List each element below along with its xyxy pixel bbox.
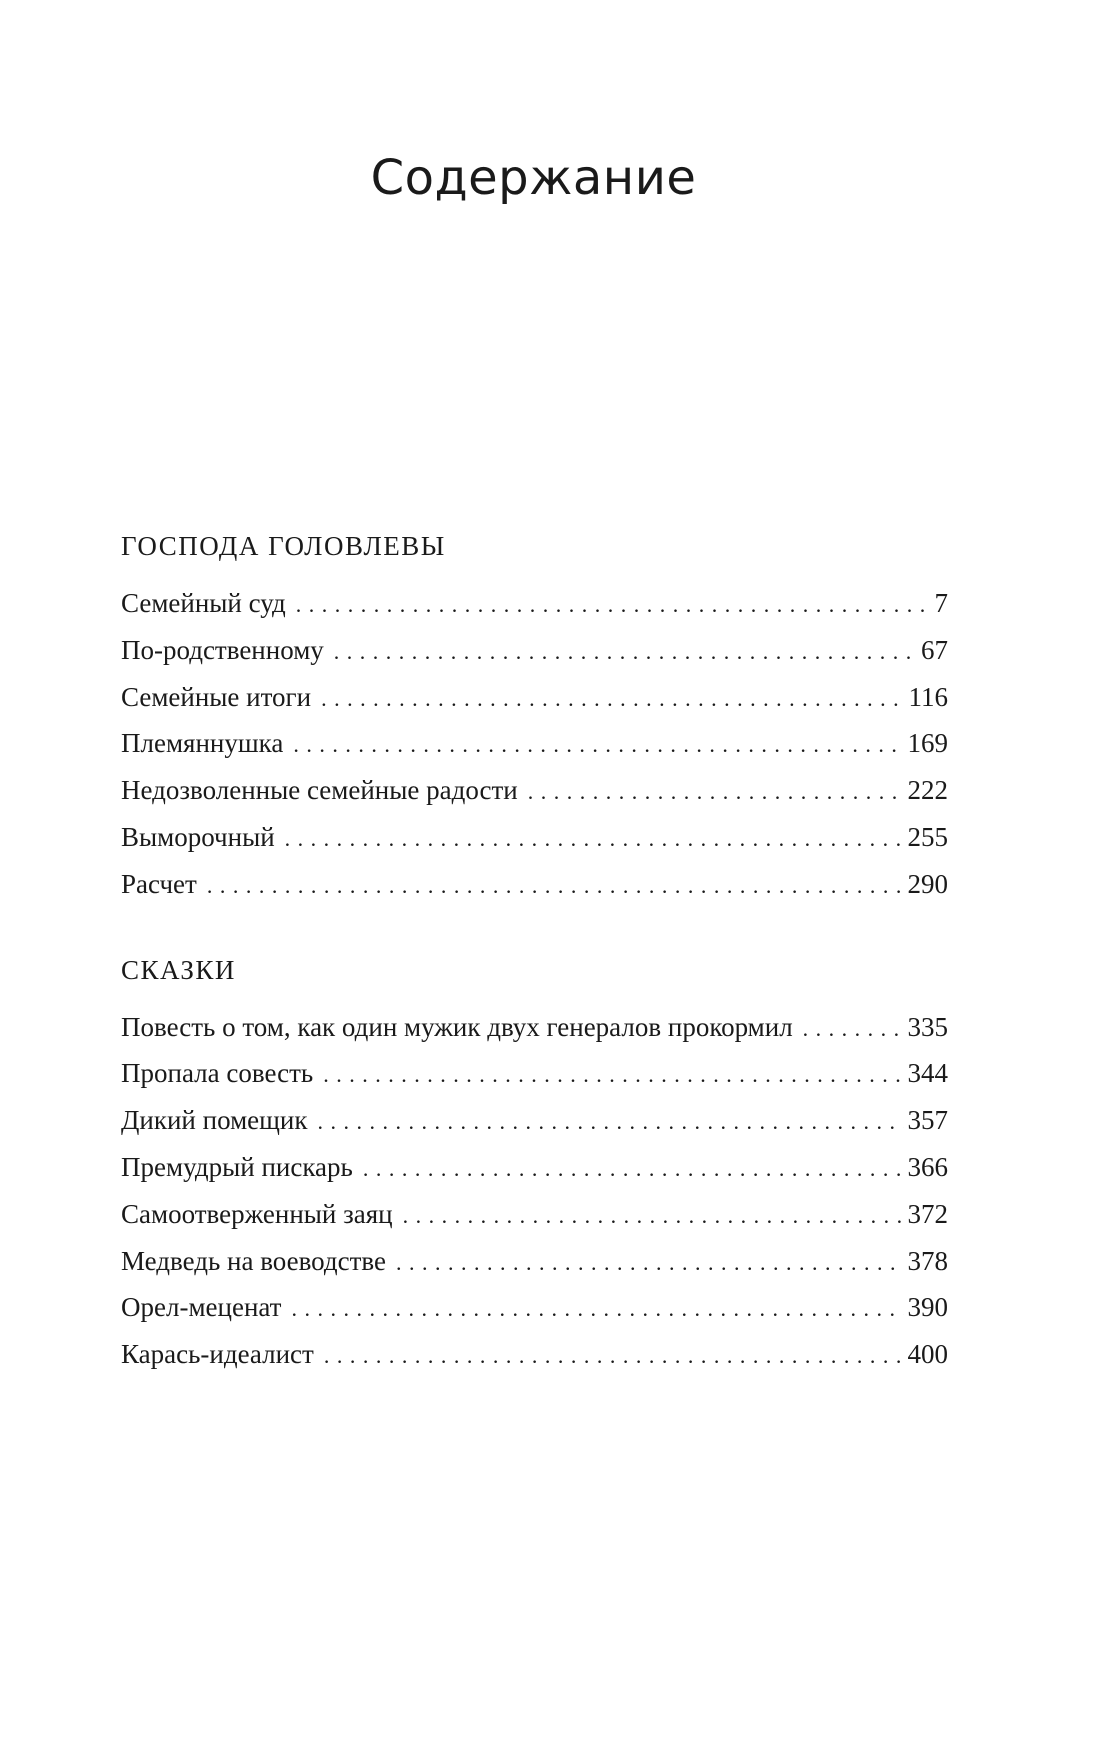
dot-leader xyxy=(334,629,917,676)
dot-leader xyxy=(296,582,931,629)
table-of-contents xyxy=(121,520,948,1414)
entry-title: Дикий помещик xyxy=(121,1105,308,1136)
dot-leader xyxy=(321,676,904,723)
dot-leader xyxy=(318,1099,904,1146)
toc-section-golovlevy xyxy=(121,520,948,908)
toc-entry[interactable] xyxy=(121,861,948,908)
entry-page-number: 335 xyxy=(907,1011,948,1042)
entry-page-number: 67 xyxy=(921,634,948,665)
entry-page-number: 222 xyxy=(907,775,948,806)
section-heading: ГОСПОДА ГОЛОВЛЕВЫ xyxy=(121,531,446,561)
entry-title: Самоотверженный заяц xyxy=(121,1198,393,1229)
toc-list xyxy=(121,1004,948,1378)
entry-title: Карась-идеалист xyxy=(121,1339,314,1370)
page-title: Содержание xyxy=(370,150,697,206)
toc-entry[interactable] xyxy=(121,814,948,861)
entry-page-number: 390 xyxy=(907,1292,948,1323)
entry-title: Расчет xyxy=(121,868,197,899)
entry-page-number: 357 xyxy=(907,1105,948,1136)
entry-page-number: 344 xyxy=(907,1058,948,1089)
entry-title: Выморочный xyxy=(121,821,275,852)
toc-entry[interactable] xyxy=(121,627,948,674)
entry-page-number: 169 xyxy=(907,728,948,759)
dot-leader xyxy=(293,722,903,769)
entry-title: Пропала совесть xyxy=(121,1058,314,1089)
entry-title: Недозволенные семейные радости xyxy=(121,775,518,806)
toc-entry[interactable] xyxy=(121,1097,948,1144)
toc-entry[interactable] xyxy=(121,1238,948,1285)
toc-entry[interactable] xyxy=(121,1004,948,1051)
entry-page-number: 7 xyxy=(934,588,948,618)
toc-entry[interactable] xyxy=(121,767,948,814)
dot-leader xyxy=(363,1146,904,1193)
entry-title: Орел-меценат xyxy=(121,1292,282,1323)
toc-entry[interactable] xyxy=(121,1050,948,1097)
dot-leader xyxy=(324,1333,904,1380)
entry-page-number: 400 xyxy=(907,1339,948,1370)
toc-list xyxy=(121,580,948,908)
toc-entry[interactable] xyxy=(121,1331,948,1378)
section-heading: СКАЗКИ xyxy=(121,954,236,985)
dot-leader xyxy=(803,1006,904,1053)
toc-section-skazki xyxy=(121,944,948,1378)
dot-leader xyxy=(291,1286,903,1333)
entry-page-number: 116 xyxy=(908,681,948,712)
toc-entry[interactable] xyxy=(121,1191,948,1238)
entry-page-number: 366 xyxy=(907,1151,948,1182)
entry-page-number: 290 xyxy=(907,868,948,899)
entry-title: Семейный суд xyxy=(121,588,286,618)
entry-page-number: 255 xyxy=(907,821,948,852)
entry-title: Медведь на воеводстве xyxy=(121,1245,386,1276)
dot-leader xyxy=(528,769,904,816)
entry-title: Племяннушка xyxy=(121,728,284,759)
entry-page-number: 378 xyxy=(907,1245,948,1276)
toc-entry[interactable] xyxy=(121,580,948,627)
toc-entry[interactable] xyxy=(121,1284,948,1331)
toc-entry[interactable] xyxy=(121,1144,948,1191)
entry-title: Семейные итоги xyxy=(121,681,312,712)
entry-page-number: 372 xyxy=(907,1198,948,1229)
dot-leader xyxy=(285,816,904,863)
toc-entry[interactable] xyxy=(121,674,948,721)
entry-title: Повесть о том, как один мужик двух генералов прокормил xyxy=(121,1011,793,1042)
entry-title: Премудрый пискарь xyxy=(121,1151,353,1182)
dot-leader xyxy=(403,1193,904,1240)
toc-entry[interactable] xyxy=(121,720,948,767)
dot-leader xyxy=(323,1052,903,1099)
dot-leader xyxy=(396,1240,904,1287)
entry-title: По-родственному xyxy=(121,634,324,665)
dot-leader xyxy=(207,863,904,910)
